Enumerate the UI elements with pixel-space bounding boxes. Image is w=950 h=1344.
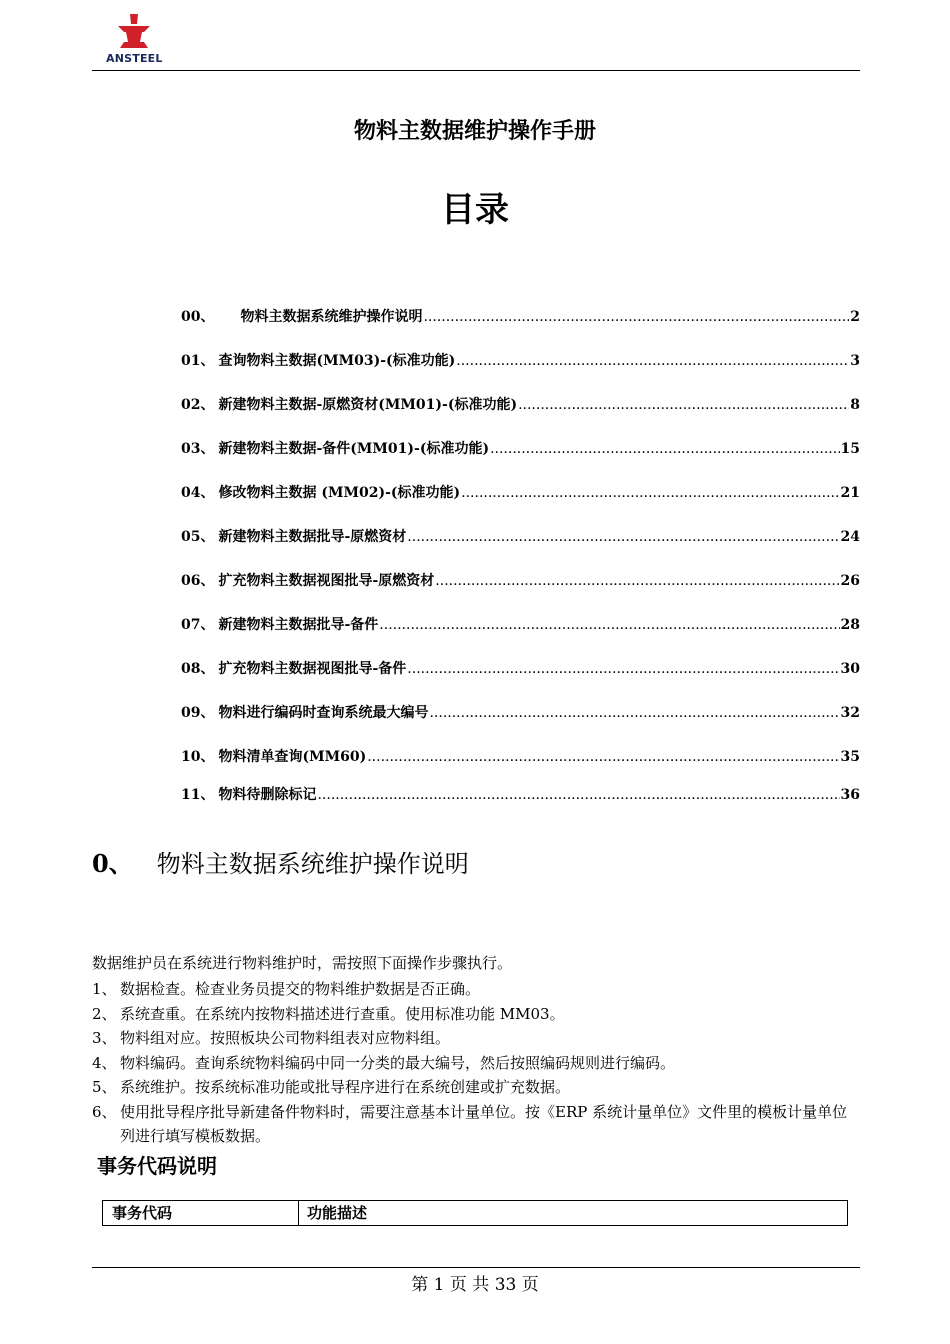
toc-leader [461, 485, 839, 501]
list-item [92, 1075, 860, 1100]
section-heading [92, 844, 469, 879]
toc-item[interactable] [181, 526, 860, 546]
step-text: 物料组对应。按照板块公司物料组表对应物料组。 [120, 1029, 451, 1047]
toc-leader [435, 573, 839, 589]
section-intro: 数据维护员在系统进行物料维护时，需按照下面操作步骤执行。 [92, 954, 513, 972]
step-text: 系统查重。在系统内按物料描述进行查重。使用标准功能 MM03。 [120, 1004, 565, 1023]
step-text: 系统维护。按系统标准功能或批导程序进行在系统创建或扩充数据。 [120, 1078, 571, 1096]
toc-item-page: 21 [840, 485, 860, 501]
step-number: 1、 [92, 980, 117, 998]
toc-item-number: 03、 [181, 441, 215, 457]
toc-leader [407, 529, 839, 545]
toc-item[interactable] [181, 570, 860, 590]
toc-item-number: 08、 [181, 661, 215, 677]
logo-text: ANSTEEL [106, 52, 163, 65]
toc-item-page: 28 [840, 617, 860, 633]
toc-item-label: 物料清单查询(MM60) [218, 749, 367, 765]
toc-leader [407, 661, 839, 677]
toc-item[interactable] [181, 746, 860, 766]
table-header-cell: 事务代码 [103, 1201, 299, 1225]
toc-item-page: 26 [840, 573, 860, 589]
toc-item[interactable] [181, 482, 860, 502]
step-number: 2、 [92, 1004, 117, 1023]
step-number: 6、 [92, 1102, 117, 1121]
toc-item-label: 修改物料主数据 (MM02)-(标准功能) [218, 485, 461, 501]
toc-item-label: 新建物料主数据-原燃资材(MM01)-(标准功能) [218, 397, 518, 413]
tcode-table-header [102, 1200, 848, 1226]
toc-item-page: 36 [840, 787, 860, 803]
toc-leader [490, 441, 839, 457]
toc-item[interactable] [181, 658, 860, 678]
step-text: 物料编码。查询系统物料编码中同一分类的最大编号，然后按照编码规则进行编码。 [120, 1053, 676, 1072]
toc-item[interactable] [181, 702, 860, 722]
table-header-cell: 功能描述 [307, 1204, 368, 1222]
page-footer: 第 1 页 共 33 页 [411, 1275, 539, 1295]
toc-item-number: 09、 [181, 705, 215, 721]
step-number: 3、 [92, 1029, 117, 1047]
toc-item-page: 30 [840, 661, 860, 677]
toc-item-number: 04、 [181, 485, 215, 501]
toc-item-number: 00、 [181, 309, 215, 325]
toc-item-page: 3 [850, 353, 860, 369]
document-title: 物料主数据维护操作手册 [353, 119, 596, 144]
toc-leader [367, 749, 839, 765]
toc-item[interactable] [181, 394, 860, 414]
toc-item-number: 05、 [181, 529, 215, 545]
toc-item-label: 物料主数据系统维护操作说明 [240, 309, 423, 325]
section-number: 0、 [92, 849, 133, 878]
steps-list [92, 977, 860, 1149]
toc-item-number: 07、 [181, 617, 215, 633]
toc-leader [456, 353, 849, 369]
toc-item-number: 02、 [181, 397, 215, 413]
step-number: 4、 [92, 1053, 117, 1072]
toc-item-page: 32 [840, 705, 860, 721]
toc-item-label: 扩充物料主数据视图批导-备件 [218, 661, 407, 677]
toc-item-label: 新建物料主数据-备件(MM01)-(标准功能) [218, 441, 490, 457]
toc-leader [518, 397, 849, 413]
toc-item-label: 查询物料主数据(MM03)-(标准功能) [218, 353, 456, 369]
step-number: 5、 [92, 1078, 117, 1096]
toc-leader [429, 705, 839, 721]
toc-item-page: 15 [840, 441, 860, 457]
footer-divider [92, 1267, 860, 1268]
toc-item[interactable] [181, 614, 860, 634]
toc-item-label: 物料进行编码时查询系统最大编号 [218, 705, 429, 721]
toc-leader [317, 787, 839, 803]
step-text: 使用批导程序批导新建备件物料时，需要注意基本计量单位。按《ERP 系统计量单位》文件里的模板计量单位列进行填写模板数据。 [120, 1102, 848, 1145]
toc-item-label: 扩充物料主数据视图批导-原燃资材 [218, 573, 435, 589]
step-text: 数据检查。检查业务员提交的物料维护数据是否正确。 [120, 980, 481, 998]
toc-item-page: 35 [840, 749, 860, 765]
toc-item-page: 8 [850, 397, 860, 413]
toc-item[interactable] [181, 350, 860, 370]
toc-item-label: 物料待删除标记 [218, 787, 317, 803]
list-item [92, 977, 860, 1002]
toc-item-label: 新建物料主数据批导-原燃资材 [218, 529, 407, 545]
toc-item-number: 06、 [181, 573, 215, 589]
list-item [92, 1002, 860, 1027]
header-divider [92, 70, 860, 71]
toc-item[interactable] [181, 784, 860, 804]
toc-title: 目录 [441, 190, 509, 230]
toc-item-page: 24 [840, 529, 860, 545]
toc-leader [379, 617, 839, 633]
toc-item[interactable] [181, 438, 860, 458]
toc-item-number: 10、 [181, 749, 215, 765]
section-title: 物料主数据系统维护操作说明 [156, 850, 469, 878]
list-item [92, 1051, 860, 1076]
toc-item-number: 01、 [181, 353, 215, 369]
toc-leader [423, 309, 849, 325]
toc-item[interactable] [181, 306, 860, 326]
toc-item-page: 2 [850, 309, 860, 325]
list-item [92, 1026, 860, 1051]
toc-item-label: 新建物料主数据批导-备件 [218, 617, 379, 633]
subsection-heading: 事务代码说明 [97, 1154, 217, 1178]
list-item [92, 1100, 860, 1149]
toc-item-number: 11、 [181, 787, 215, 803]
